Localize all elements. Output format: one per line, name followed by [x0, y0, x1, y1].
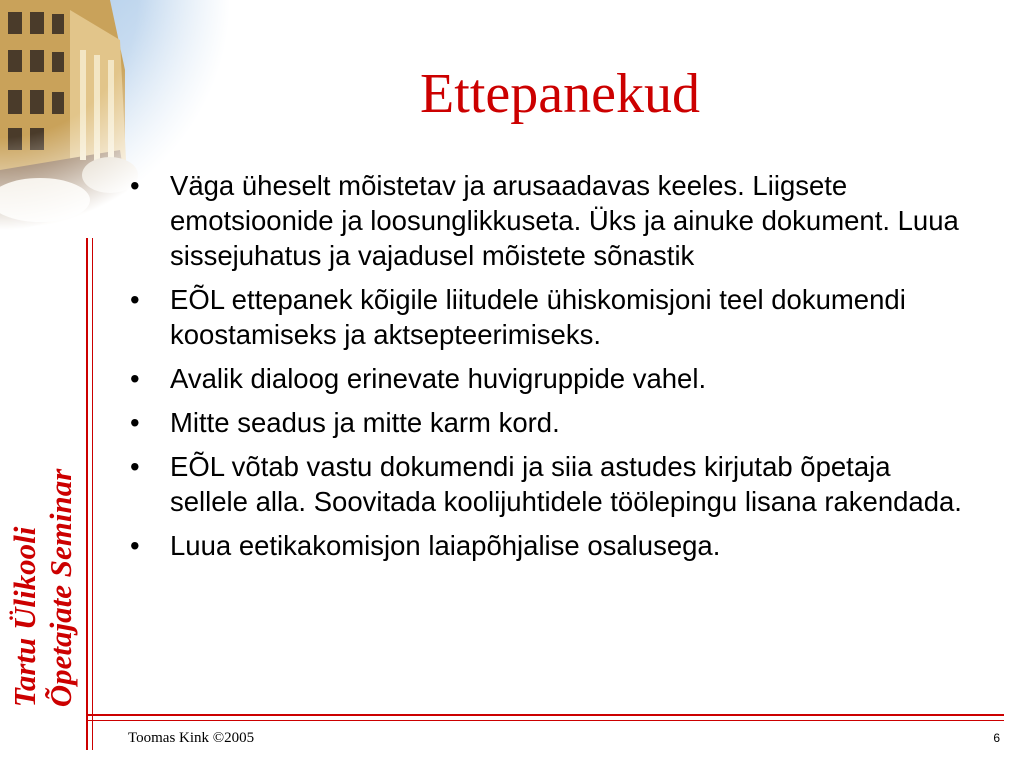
- bullet-item: [128, 168, 968, 273]
- bullet-list: [128, 168, 968, 572]
- bullet-item: [128, 282, 968, 352]
- bullet-item: [128, 528, 968, 563]
- bullet-text: Väga üheselt mõistetav ja arusaadavas keeles. Liigsete emotsioonide ja loosunglikkuseta. Üks ja ainuke dokument. Luua sissejuhatus ja vajadusel mõistete sõnastik: [170, 170, 959, 271]
- bullet-item: [128, 449, 968, 519]
- bullet-marker: •: [130, 451, 140, 482]
- horizontal-rule: [88, 714, 1004, 716]
- bullet-marker: •: [130, 284, 140, 315]
- brand-line-2: Õpetajate Seminar: [43, 468, 78, 708]
- bullet-text: Mitte seadus ja mitte karm kord.: [170, 407, 560, 438]
- bullet-text: Avalik dialoog erinevate huvigruppide vahel.: [170, 363, 707, 394]
- bullet-marker: •: [130, 407, 140, 438]
- bullet-item: [128, 361, 968, 396]
- slide-title: Ettepanekud: [420, 63, 700, 125]
- bullet-item: [128, 405, 968, 440]
- brand-line-1: Tartu Ülikooli: [7, 526, 42, 708]
- bullet-marker: •: [130, 170, 140, 201]
- vertical-rule: [86, 238, 88, 750]
- bullet-marker: •: [130, 530, 140, 561]
- bullet-text: EÕL võtab vastu dokumendi ja siia astudes kirjutab õpetaja sellele alla. Soovitada koolijuhtidele töölepingu lisana rakendada.: [170, 451, 962, 517]
- horizontal-rule: [88, 720, 1004, 721]
- university-brand: [2, 458, 84, 718]
- bullet-text: Luua eetikakomisjon laiapõhjalise osalusega.: [170, 530, 721, 561]
- bullet-marker: •: [130, 363, 140, 394]
- footer-author: Toomas Kink ©2005: [128, 730, 255, 746]
- bullet-text: EÕL ettepanek kõigile liitudele ühiskomisjoni teel dokumendi koostamiseks ja aktsepteerimiseks.: [170, 284, 906, 350]
- page-number: 6: [993, 731, 1000, 745]
- vertical-rule: [92, 238, 93, 750]
